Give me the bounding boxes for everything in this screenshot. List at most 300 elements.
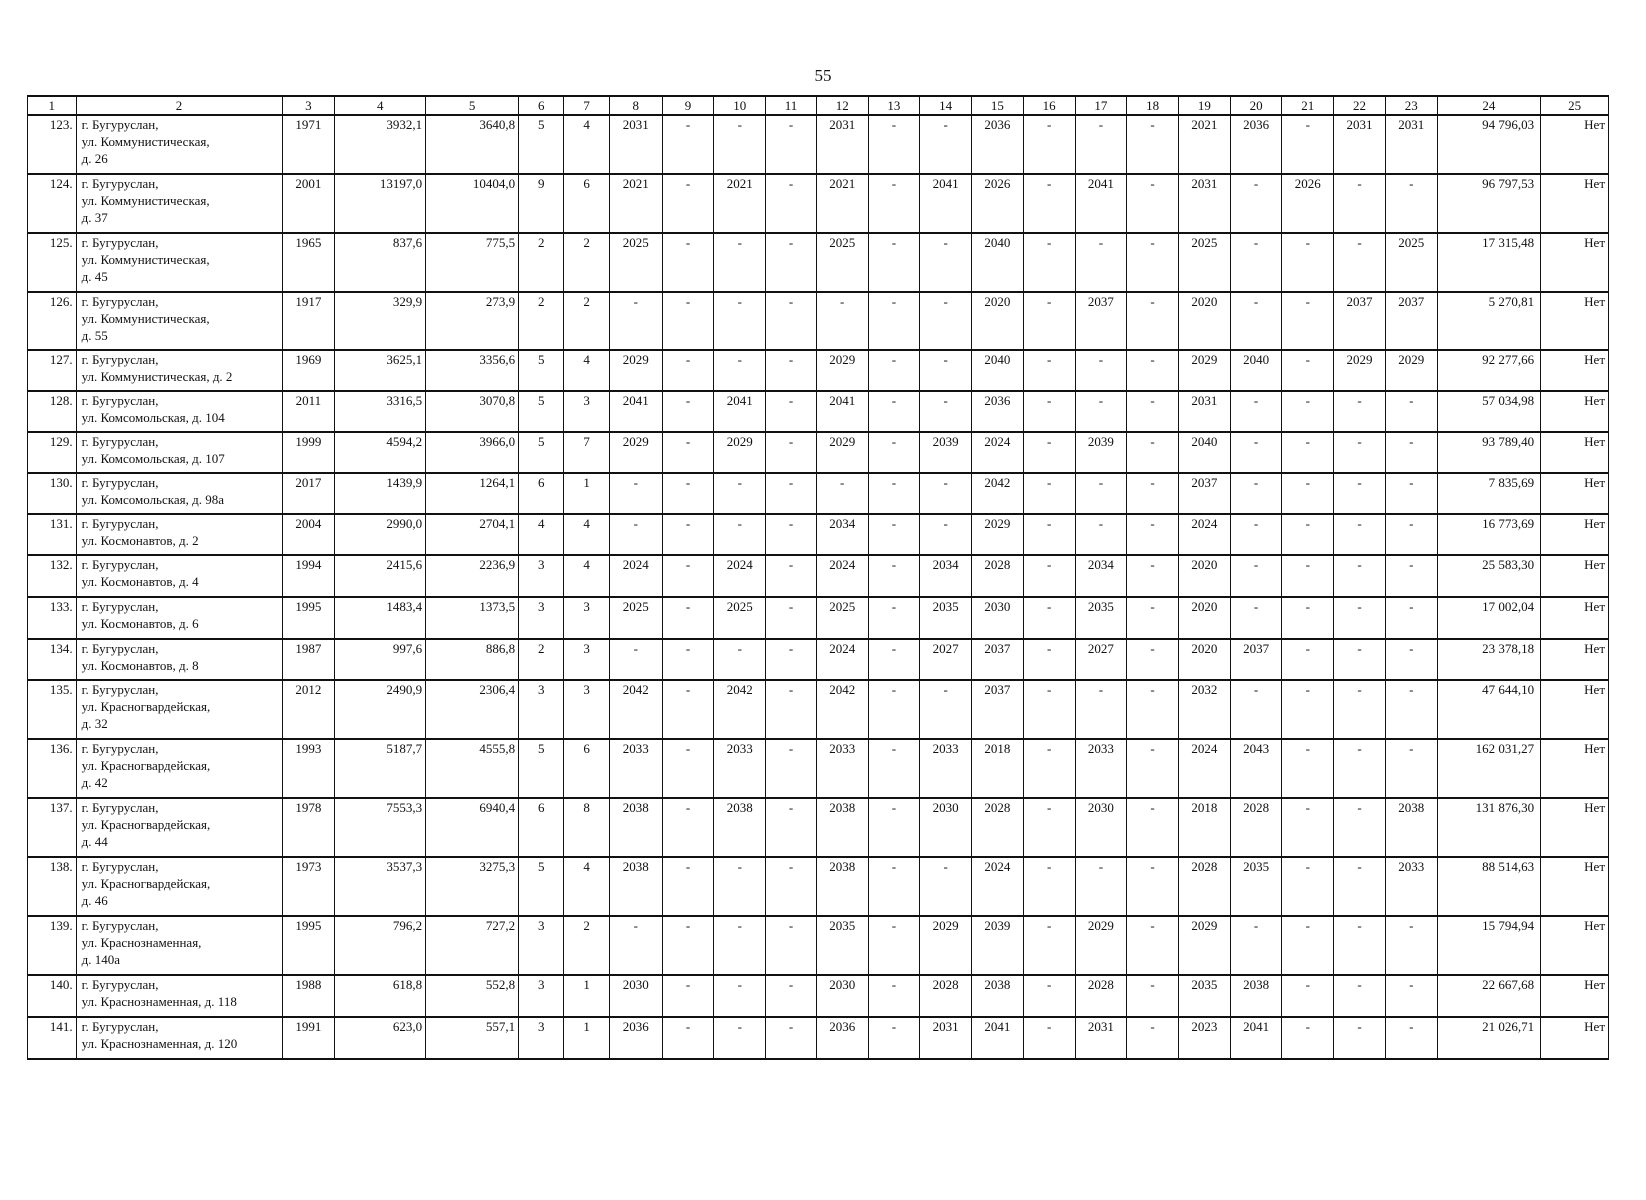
column-header-14: 14 [920,96,972,115]
table-cell-col-21: - [1282,680,1334,739]
table-cell-col-20: 2038 [1230,975,1282,1017]
table-cell-col-5: 886,8 [426,639,519,680]
table-cell-col-10: - [714,473,766,514]
table-cell-col-24: 16 773,69 [1437,514,1540,555]
table-cell-col-10: - [714,975,766,1017]
table-cell-col-17: 2030 [1075,798,1127,857]
table-cell-col-6: 5 [519,115,564,174]
column-header-20: 20 [1230,96,1282,115]
table-cell-col-11: - [766,1017,817,1059]
table-cell-col-14: 2030 [920,798,972,857]
table-cell-col-4: 2490,9 [335,680,426,739]
table-cell-col-9: - [662,597,714,639]
table-cell-col-12: 2030 [816,975,868,1017]
table-cell-col-9: - [662,739,714,798]
table-cell-col-18: - [1127,432,1179,473]
table-cell-col-24: 162 031,27 [1437,739,1540,798]
address-cell: г. Бугуруслан, ул. Комсомольская, д. 98а [76,473,282,514]
table-cell-col-17: - [1075,514,1127,555]
table-cell-col-11: - [766,432,817,473]
table-cell-col-19: 2028 [1178,857,1230,916]
table-cell-col-20: - [1230,597,1282,639]
table-cell-col-6: 2 [519,639,564,680]
table-cell-col-3: 1973 [282,857,335,916]
table-cell-col-5: 775,5 [426,233,519,292]
column-header-19: 19 [1178,96,1230,115]
table-cell-col-14: 2033 [920,739,972,798]
table-cell-col-13: - [868,350,920,391]
table-cell-col-18: - [1127,798,1179,857]
table-cell-col-14: 2039 [920,432,972,473]
table-cell-col-12: 2038 [816,798,868,857]
table-cell-col-23: - [1385,916,1437,975]
row-number-cell: 124. [28,174,77,233]
table-cell-col-14: - [920,350,972,391]
table-cell-col-14: 2034 [920,555,972,597]
table-cell-col-16: - [1023,514,1075,555]
table-cell-col-3: 1965 [282,233,335,292]
table-cell-col-16: - [1023,597,1075,639]
address-cell: г. Бугуруслан, ул. Комсомольская, д. 104 [76,391,282,432]
table-cell-col-24: 93 789,40 [1437,432,1540,473]
table-cell-col-22: 2029 [1334,350,1386,391]
table-cell-col-11: - [766,174,817,233]
table-cell-col-6: 2 [519,292,564,350]
table-cell-col-25: Нет [1541,975,1609,1017]
table-row [28,115,1609,174]
table-cell-col-10: - [714,233,766,292]
table-cell-col-19: 2020 [1178,555,1230,597]
table-cell-col-6: 5 [519,350,564,391]
table-cell-col-4: 3932,1 [335,115,426,174]
table-cell-col-20: 2043 [1230,739,1282,798]
table-cell-col-15: 2041 [972,1017,1024,1059]
page-number: 55 [814,66,832,85]
table-cell-col-18: - [1127,514,1179,555]
table-cell-col-5: 3640,8 [426,115,519,174]
table-cell-col-16: - [1023,739,1075,798]
table-cell-col-17: 2039 [1075,432,1127,473]
table-cell-col-3: 1978 [282,798,335,857]
table-cell-col-8: 2025 [609,233,662,292]
table-cell-col-6: 3 [519,597,564,639]
row-number-cell: 130. [28,473,77,514]
table-cell-col-23: - [1385,975,1437,1017]
table-cell-col-22: - [1334,514,1386,555]
table-cell-col-17: - [1075,473,1127,514]
table-cell-col-4: 623,0 [335,1017,426,1059]
table-cell-col-3: 1995 [282,597,335,639]
table-cell-col-9: - [662,115,714,174]
table-cell-col-3: 1995 [282,916,335,975]
table-cell-col-20: - [1230,514,1282,555]
table-cell-col-15: 2036 [972,391,1024,432]
table-cell-col-21: - [1282,432,1334,473]
table-cell-col-11: - [766,739,817,798]
table-cell-col-21: - [1282,514,1334,555]
table-cell-col-13: - [868,432,920,473]
column-header-3: 3 [282,96,335,115]
table-cell-col-17: 2035 [1075,597,1127,639]
table-cell-col-20: - [1230,916,1282,975]
table-cell-col-23: - [1385,473,1437,514]
column-header-2: 2 [76,96,282,115]
table-cell-col-21: - [1282,555,1334,597]
table-cell-col-10: 2025 [714,597,766,639]
table-cell-col-17: 2041 [1075,174,1127,233]
table-cell-col-9: - [662,350,714,391]
table-cell-col-10: - [714,1017,766,1059]
table-cell-col-8: 2030 [609,975,662,1017]
table-cell-col-23: 2029 [1385,350,1437,391]
table-cell-col-9: - [662,975,714,1017]
table-cell-col-9: - [662,292,714,350]
table-header [28,96,1609,115]
table-row [28,514,1609,555]
table-cell-col-15: 2037 [972,680,1024,739]
table-cell-col-13: - [868,233,920,292]
table-row [28,292,1609,350]
table-cell-col-8: - [609,916,662,975]
table-cell-col-11: - [766,975,817,1017]
column-header-24: 24 [1437,96,1540,115]
address-cell: г. Бугуруслан, ул. Краснознаменная, д. 120 [76,1017,282,1059]
table-cell-col-20: - [1230,432,1282,473]
table-cell-col-10: - [714,292,766,350]
table-cell-col-17: - [1075,115,1127,174]
table-cell-col-4: 4594,2 [335,432,426,473]
table-cell-col-6: 5 [519,857,564,916]
column-header-17: 17 [1075,96,1127,115]
table-cell-col-8: 2041 [609,391,662,432]
table-cell-col-19: 2024 [1178,514,1230,555]
table-cell-col-25: Нет [1541,597,1609,639]
table-cell-col-5: 557,1 [426,1017,519,1059]
table-cell-col-21: - [1282,391,1334,432]
table-cell-col-9: - [662,639,714,680]
table-cell-col-13: - [868,798,920,857]
table-cell-col-21: - [1282,473,1334,514]
table-cell-col-9: - [662,233,714,292]
row-number-cell: 139. [28,916,77,975]
table-cell-col-17: - [1075,391,1127,432]
table-cell-col-15: 2029 [972,514,1024,555]
table-cell-col-3: 1993 [282,739,335,798]
table-cell-col-25: Нет [1541,916,1609,975]
table-cell-col-11: - [766,391,817,432]
table-row [28,798,1609,857]
table-cell-col-20: 2035 [1230,857,1282,916]
table-cell-col-8: - [609,292,662,350]
table-cell-col-8: 2038 [609,857,662,916]
table-cell-col-20: - [1230,391,1282,432]
table-cell-col-16: - [1023,473,1075,514]
table-cell-col-6: 4 [519,514,564,555]
table-cell-col-17: - [1075,350,1127,391]
table-row [28,597,1609,639]
table-cell-col-21: - [1282,597,1334,639]
table-cell-col-8: - [609,473,662,514]
table-cell-col-3: 2001 [282,174,335,233]
table-cell-col-24: 131 876,30 [1437,798,1540,857]
table-cell-col-6: 3 [519,680,564,739]
table-cell-col-7: 2 [564,292,609,350]
row-number-cell: 132. [28,555,77,597]
table-cell-col-20: - [1230,555,1282,597]
table-cell-col-9: - [662,391,714,432]
table-cell-col-12: 2036 [816,1017,868,1059]
table-cell-col-15: 2042 [972,473,1024,514]
table-cell-col-8: 2042 [609,680,662,739]
table-cell-col-9: - [662,798,714,857]
table-cell-col-13: - [868,739,920,798]
row-number-cell: 127. [28,350,77,391]
table-cell-col-11: - [766,292,817,350]
table-cell-col-20: 2036 [1230,115,1282,174]
table-cell-col-4: 3537,3 [335,857,426,916]
address-cell: г. Бугуруслан, ул. Комсомольская, д. 107 [76,432,282,473]
address-cell: г. Бугуруслан, ул. Коммунистическая, д. 26 [76,115,282,174]
table-cell-col-22: - [1334,174,1386,233]
column-header-23: 23 [1385,96,1437,115]
table-cell-col-17: 2027 [1075,639,1127,680]
row-number-cell: 131. [28,514,77,555]
table-cell-col-4: 5187,7 [335,739,426,798]
address-cell: г. Бугуруслан, ул. Космонавтов, д. 4 [76,555,282,597]
column-header-22: 22 [1334,96,1386,115]
address-cell: г. Бугуруслан, ул. Коммунистическая, д. 45 [76,233,282,292]
table-cell-col-10: - [714,350,766,391]
table-cell-col-11: - [766,798,817,857]
table-cell-col-3: 1994 [282,555,335,597]
table-cell-col-19: 2029 [1178,916,1230,975]
table-cell-col-4: 3625,1 [335,350,426,391]
table-cell-col-17: - [1075,233,1127,292]
table-cell-col-15: 2039 [972,916,1024,975]
table-cell-col-15: 2018 [972,739,1024,798]
table-cell-col-18: - [1127,639,1179,680]
table-row [28,174,1609,233]
table-cell-col-5: 1264,1 [426,473,519,514]
address-cell: г. Бугуруслан, ул. Космонавтов, д. 6 [76,597,282,639]
table-cell-col-13: - [868,473,920,514]
table-cell-col-22: 2031 [1334,115,1386,174]
table-cell-col-14: 2028 [920,975,972,1017]
table-cell-col-18: - [1127,174,1179,233]
table-cell-col-11: - [766,115,817,174]
table-cell-col-19: 2020 [1178,292,1230,350]
table-row [28,916,1609,975]
table-cell-col-23: - [1385,680,1437,739]
table-cell-col-18: - [1127,473,1179,514]
row-number-cell: 125. [28,233,77,292]
table-cell-col-5: 6940,4 [426,798,519,857]
table-cell-col-9: - [662,514,714,555]
table-cell-col-14: - [920,292,972,350]
table-cell-col-8: 2021 [609,174,662,233]
table-cell-col-17: 2029 [1075,916,1127,975]
table-row [28,350,1609,391]
table-cell-col-15: 2040 [972,233,1024,292]
table-cell-col-5: 2306,4 [426,680,519,739]
table-cell-col-21: - [1282,233,1334,292]
table-cell-col-19: 2020 [1178,639,1230,680]
table-cell-col-14: 2035 [920,597,972,639]
table-cell-col-24: 7 835,69 [1437,473,1540,514]
table-cell-col-22: - [1334,857,1386,916]
table-cell-col-4: 997,6 [335,639,426,680]
table-cell-col-16: - [1023,857,1075,916]
table-row [28,391,1609,432]
table-cell-col-24: 15 794,94 [1437,916,1540,975]
table-cell-col-16: - [1023,233,1075,292]
column-header-6: 6 [519,96,564,115]
table-cell-col-15: 2026 [972,174,1024,233]
table-cell-col-3: 1991 [282,1017,335,1059]
table-cell-col-25: Нет [1541,680,1609,739]
table-cell-col-21: - [1282,739,1334,798]
table-cell-col-14: - [920,391,972,432]
table-cell-col-22: - [1334,798,1386,857]
table-cell-col-4: 837,6 [335,233,426,292]
table-cell-col-9: - [662,680,714,739]
table-cell-col-11: - [766,857,817,916]
table-cell-col-21: - [1282,115,1334,174]
table-cell-col-20: - [1230,292,1282,350]
table-cell-col-25: Нет [1541,639,1609,680]
table-cell-col-7: 3 [564,680,609,739]
table-cell-col-16: - [1023,639,1075,680]
table-cell-col-7: 3 [564,639,609,680]
table-cell-col-22: - [1334,432,1386,473]
table-cell-col-7: 6 [564,174,609,233]
table-cell-col-18: - [1127,1017,1179,1059]
table-cell-col-18: - [1127,739,1179,798]
table-cell-col-10: 2029 [714,432,766,473]
table-cell-col-15: 2038 [972,975,1024,1017]
table-cell-col-5: 552,8 [426,975,519,1017]
table-cell-col-8: 2033 [609,739,662,798]
table-cell-col-14: 2031 [920,1017,972,1059]
table-cell-col-9: - [662,916,714,975]
table-cell-col-23: 2037 [1385,292,1437,350]
table-cell-col-18: - [1127,975,1179,1017]
table-cell-col-23: - [1385,739,1437,798]
table-cell-col-3: 1917 [282,292,335,350]
table-cell-col-7: 8 [564,798,609,857]
table-cell-col-7: 2 [564,233,609,292]
table-cell-col-25: Нет [1541,115,1609,174]
table-cell-col-19: 2023 [1178,1017,1230,1059]
table-cell-col-12: 2041 [816,391,868,432]
table-row [28,739,1609,798]
table-cell-col-23: 2025 [1385,233,1437,292]
table-cell-col-25: Нет [1541,473,1609,514]
row-number-cell: 129. [28,432,77,473]
table-cell-col-7: 4 [564,514,609,555]
table-cell-col-24: 47 644,10 [1437,680,1540,739]
table-cell-col-6: 9 [519,174,564,233]
table-cell-col-6: 6 [519,798,564,857]
table-cell-col-18: - [1127,857,1179,916]
table-cell-col-6: 5 [519,739,564,798]
row-number-cell: 138. [28,857,77,916]
table-cell-col-11: - [766,639,817,680]
table-cell-col-11: - [766,233,817,292]
table-cell-col-20: - [1230,473,1282,514]
table-cell-col-25: Нет [1541,432,1609,473]
table-cell-col-22: - [1334,391,1386,432]
table-cell-col-8: 2029 [609,350,662,391]
table-cell-col-15: 2020 [972,292,1024,350]
table-cell-col-18: - [1127,555,1179,597]
table-cell-col-25: Нет [1541,798,1609,857]
table-cell-col-10: - [714,115,766,174]
table-cell-col-18: - [1127,597,1179,639]
table-cell-col-7: 3 [564,597,609,639]
table-cell-col-7: 7 [564,432,609,473]
table-cell-col-3: 2004 [282,514,335,555]
table-cell-col-10: - [714,916,766,975]
table-cell-col-24: 17 002,04 [1437,597,1540,639]
table-cell-col-12: 2025 [816,233,868,292]
table-cell-col-15: 2024 [972,857,1024,916]
table-cell-col-23: - [1385,432,1437,473]
table-cell-col-22: - [1334,597,1386,639]
table-cell-col-24: 57 034,98 [1437,391,1540,432]
table-cell-col-14: 2041 [920,174,972,233]
table-cell-col-19: 2037 [1178,473,1230,514]
address-cell: г. Бугуруслан, ул. Коммунистическая, д. 37 [76,174,282,233]
table-cell-col-13: - [868,916,920,975]
column-header-21: 21 [1282,96,1334,115]
column-header-8: 8 [609,96,662,115]
table-cell-col-13: - [868,1017,920,1059]
table-cell-col-4: 796,2 [335,916,426,975]
address-cell: г. Бугуруслан, ул. Красногвардейская, д. 46 [76,857,282,916]
table-cell-col-13: - [868,639,920,680]
table-cell-col-14: 2029 [920,916,972,975]
table-cell-col-6: 3 [519,1017,564,1059]
column-header-1: 1 [28,96,77,115]
table-cell-col-20: - [1230,680,1282,739]
table-cell-col-21: - [1282,975,1334,1017]
column-header-18: 18 [1127,96,1179,115]
table-cell-col-7: 1 [564,975,609,1017]
table-cell-col-8: 2036 [609,1017,662,1059]
table-cell-col-13: - [868,391,920,432]
table-cell-col-5: 3966,0 [426,432,519,473]
table-cell-col-19: 2020 [1178,597,1230,639]
table-cell-col-25: Нет [1541,292,1609,350]
table-cell-col-5: 1373,5 [426,597,519,639]
column-header-4: 4 [335,96,426,115]
table-cell-col-21: - [1282,857,1334,916]
table-cell-col-13: - [868,975,920,1017]
column-header-16: 16 [1023,96,1075,115]
table-cell-col-21: - [1282,916,1334,975]
column-header-12: 12 [816,96,868,115]
table-cell-col-12: 2029 [816,350,868,391]
table-cell-col-5: 3356,6 [426,350,519,391]
table-cell-col-19: 2029 [1178,350,1230,391]
table-cell-col-14: - [920,115,972,174]
table-cell-col-9: - [662,174,714,233]
table-cell-col-14: - [920,233,972,292]
row-number-cell: 133. [28,597,77,639]
table-cell-col-5: 3070,8 [426,391,519,432]
table-cell-col-16: - [1023,115,1075,174]
